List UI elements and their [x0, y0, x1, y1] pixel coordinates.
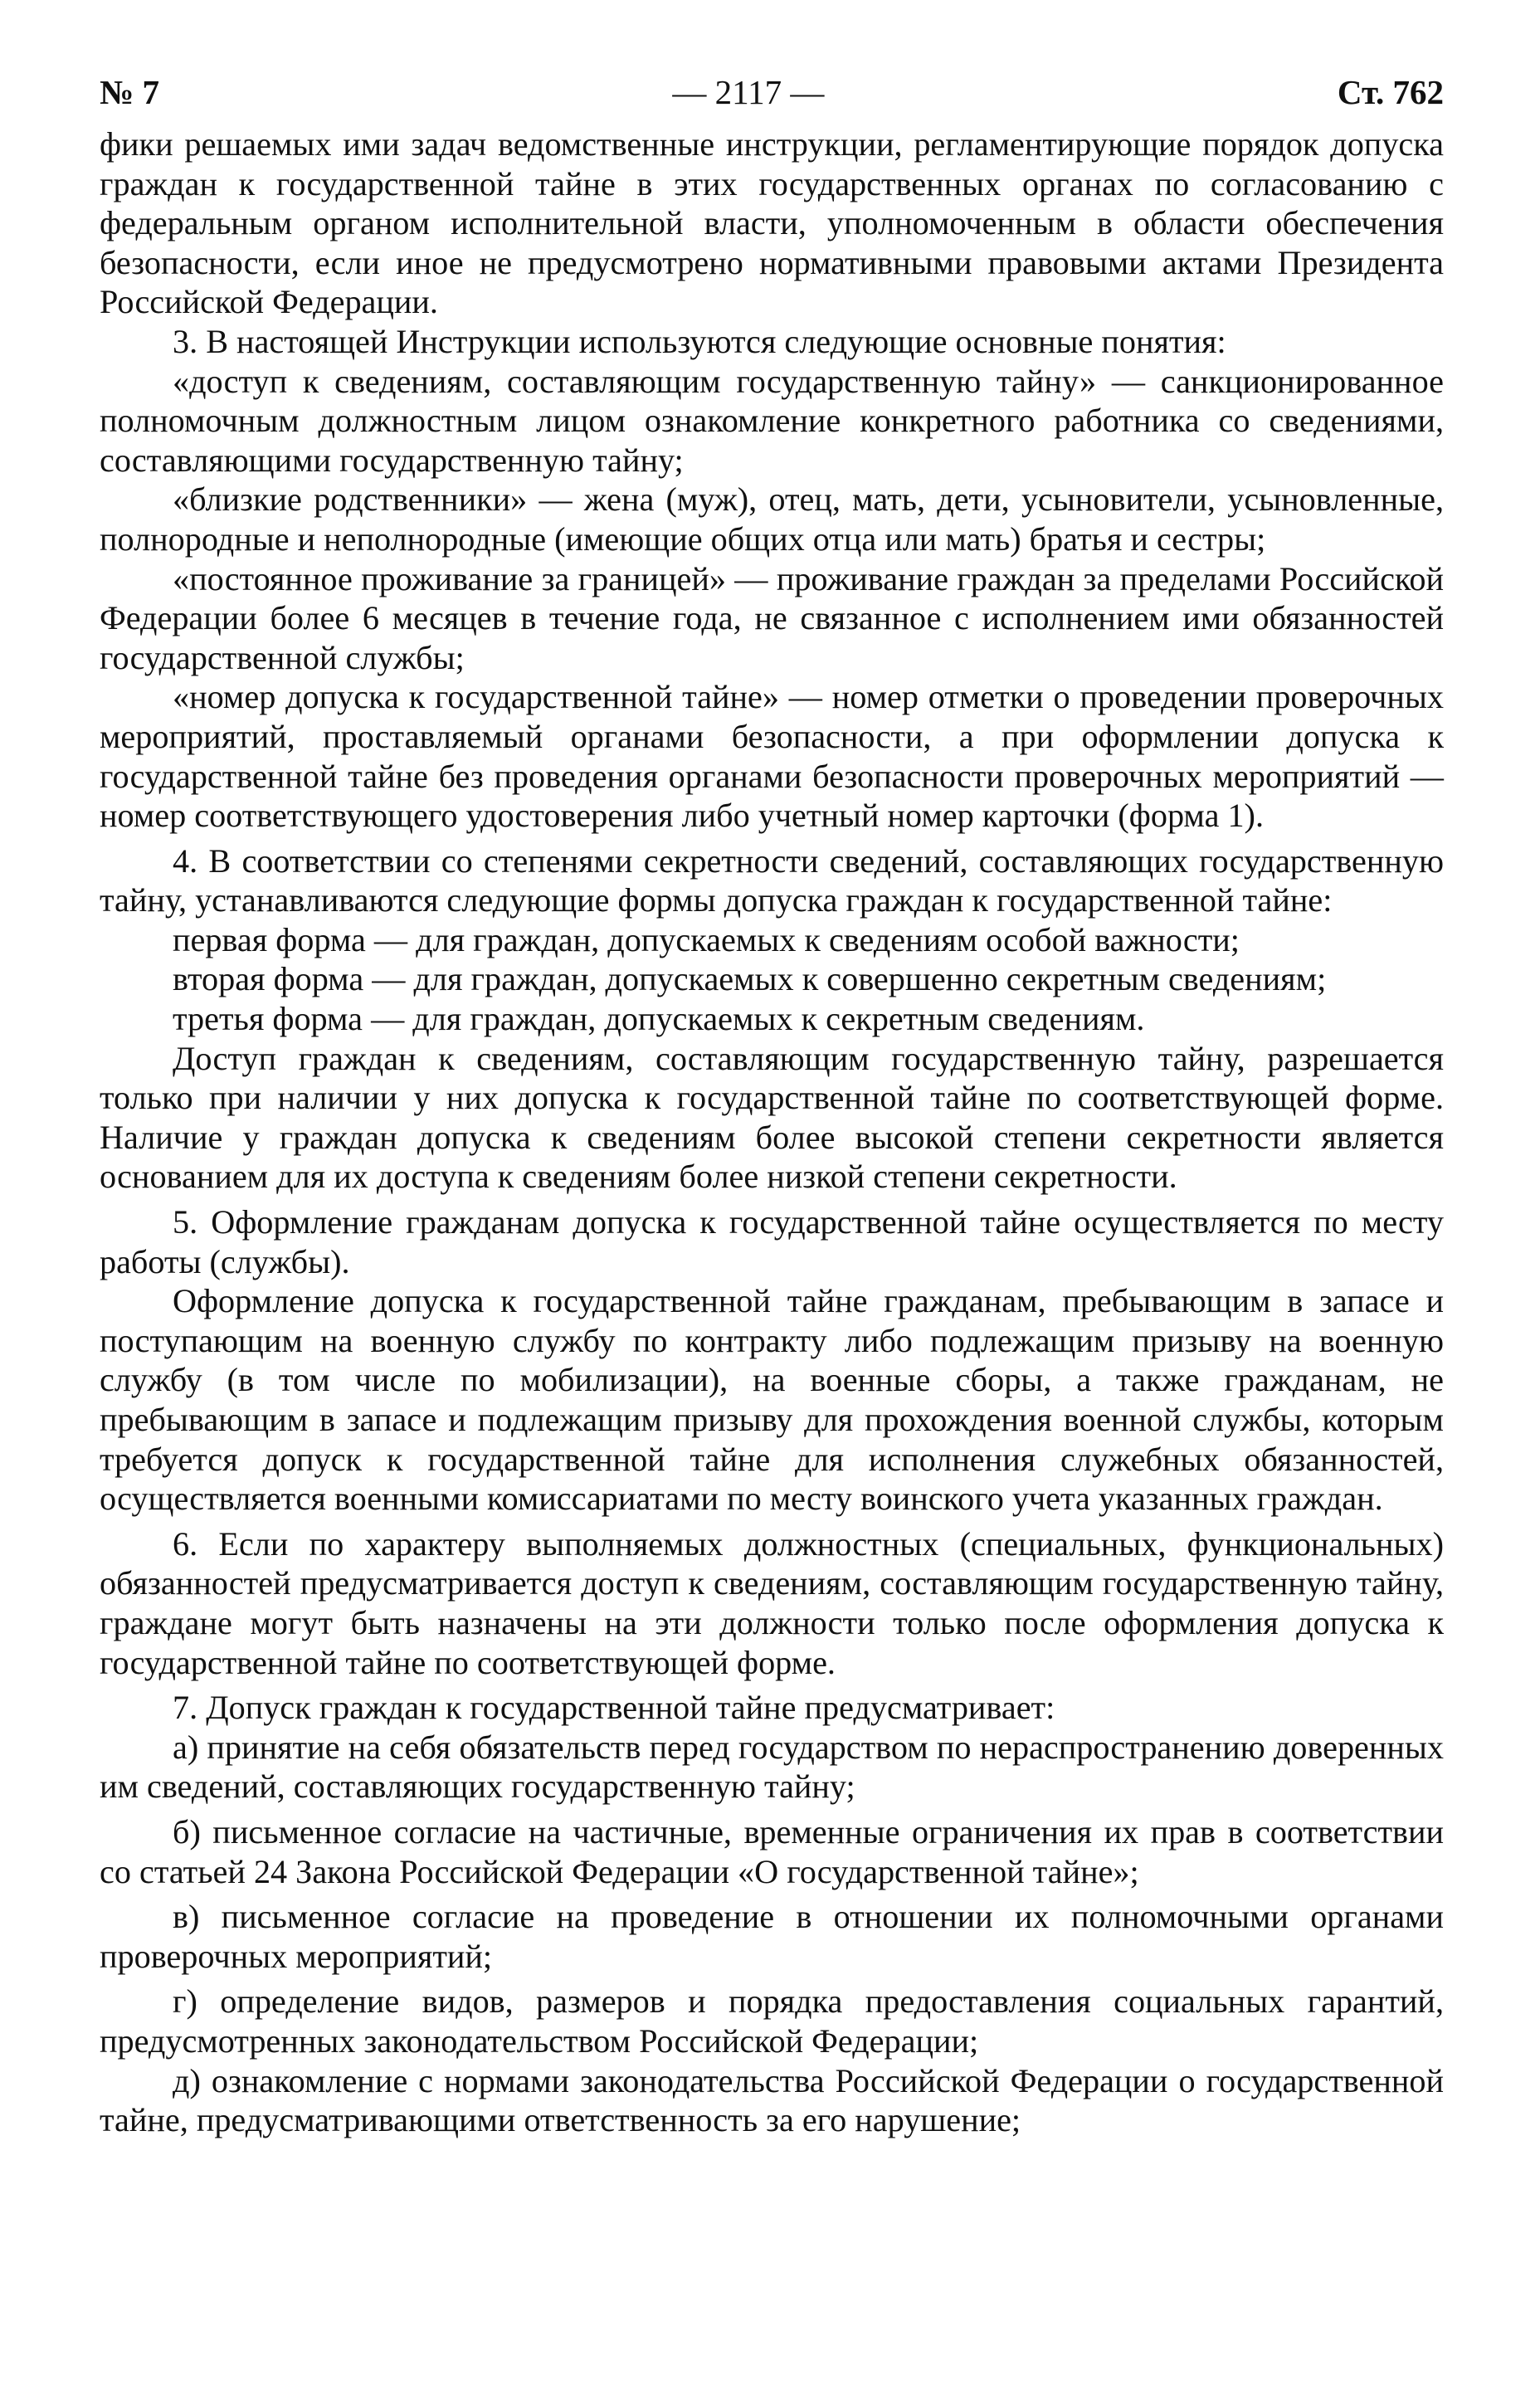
- paragraph-military: Оформление допуска к государственной тайне гражданам, пребывающим в запасе и поступающим на военную службу по контракту либо подлежащим призыву на военную службу (в том числе по мобилизации), на военные сборы, а также гражданам, не пребывающим в запасе и подлежащим призыву для прохождения военной службы, которым требуется допуск к государственной тайне для исполнения служебных обязанностей, осуществляется военными комиссариатами по месту воинского учета указанных граждан.: [100, 1282, 1444, 1518]
- paragraph-item-3: 3. В настоящей Инструкции используются следующие основные понятия:: [173, 322, 1226, 360]
- paragraph-item-5: 5. Оформление гражданам допуска к государственной тайне осуществляется по месту работы (службы).: [100, 1203, 1444, 1280]
- issue-number: № 7: [100, 73, 159, 111]
- clearance-form-third: третья форма — для граждан, допускаемых к секретным сведениям.: [173, 1000, 1145, 1038]
- subitem-v: в) письменное согласие на проведение в отношении их полномочными органами проверочных мероприятий;: [100, 1898, 1444, 1975]
- paragraph-item-6: 6. Если по характеру выполняемых должностных (специальных, функциональных) обязанностей предусматривается доступ к сведениям, составляющим государственную тайну, граждане могут быть назначены на эти должности только после оформления допуска к государственной тайне по соответствующей форме.: [100, 1524, 1444, 1681]
- definition-residence-abroad: «постоянное проживание за границей» — проживание граждан за пределами Российской Федерации более 6 месяцев в течение года, не связанное с исполнением ими обязанностей государственной службы;: [100, 559, 1444, 676]
- paragraph-item-4: 4. В соответствии со степенями секретности сведений, составляющих государственную тайну, устанавливаются следующие формы допуска граждан к государственной тайне:: [100, 841, 1444, 919]
- document-body: [100, 124, 1444, 2140]
- subitem-d: д) ознакомление с нормами законодательства Российской Федерации о государственной тайне, предусматривающими ответственность за его нарушение;: [100, 2061, 1444, 2139]
- paragraph-item-7: 7. Допуск граждан к государственной тайне предусматривает:: [173, 1689, 1055, 1727]
- subitem-g: г) определение видов, размеров и порядка предоставления социальных гарантий, предусмотренных законодательством Российской Федерации;: [100, 1982, 1444, 2060]
- definition-access: «доступ к сведениям, составляющим государственную тайну» — санкционированное полномочным должностным лицом ознакомление конкретного работника со сведениями, составляющими государственную тайну;: [100, 362, 1444, 479]
- paragraph-access-rules: Доступ граждан к сведениям, составляющим государственную тайну, разрешается только при наличии у них допуска к государственной тайне по соответствующей форме. Наличие у граждан допуска к сведениям более высокой степени секретности является основанием для их доступа к сведениям более низкой степени секретности.: [100, 1039, 1444, 1196]
- page-header: [100, 71, 1444, 113]
- page-number: — 2117 —: [672, 73, 825, 111]
- definition-clearance-number: «номер допуска к государственной тайне» — номер отметки о проведении проверочных мероприятий, проставляемый органами безопасности, а при оформлении допуска к государственной тайне без проведения органами безопасности проверочных мероприятий — номер соответствующего удостоверения либо учетный номер карточки (форма 1).: [100, 678, 1444, 835]
- subitem-b: б) письменное согласие на частичные, временные ограничения их прав в соответствии со статьей 24 Закона Российской Федерации «О государственной тайне»;: [100, 1812, 1444, 1890]
- clearance-form-second: вторая форма — для граждан, допускаемых к совершенно секретным сведениям;: [173, 960, 1327, 998]
- definition-relatives: «близкие родственники» — жена (муж), отец, мать, дети, усыновители, усыновленные, полнородные и неполнородные (имеющие общих отца или мать) братья и сестры;: [100, 480, 1444, 558]
- paragraph-continuation: фики решаемых ими задач ведомственные инструкции, регламентирующие порядок допуска граждан к государственной тайне в этих государственных органах по согласованию с федеральным органом исполнительной власти, уполномоченным в области обеспечения безопасности, если иное не предусмотрено нормативными правовыми актами Президента Российской Федерации.: [100, 125, 1444, 321]
- subitem-a: а) принятие на себя обязательств перед государством по нераспространению доверенных им сведений, составляющих государственную тайну;: [100, 1728, 1444, 1806]
- article-number: Ст. 762: [1337, 73, 1444, 111]
- clearance-form-first: первая форма — для граждан, допускаемых к сведениям особой важности;: [173, 920, 1240, 958]
